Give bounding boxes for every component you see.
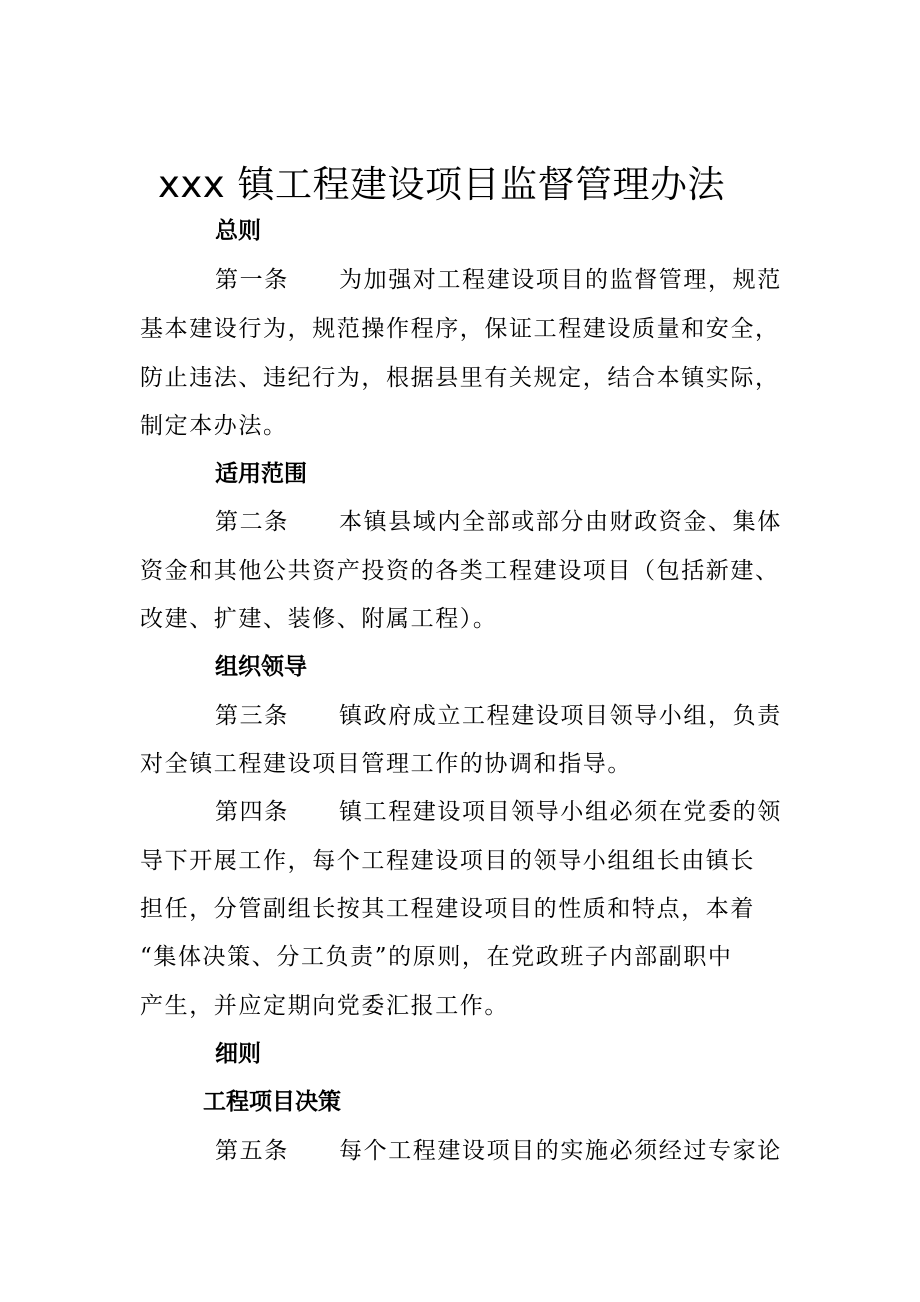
article-1-line-1: [215, 264, 782, 296]
article-2-text: 本镇县域内全部或部分由财政资金、集体: [339, 509, 782, 535]
article-3-line-1: [215, 700, 782, 732]
section-heading-organization: 组织领导: [215, 654, 307, 680]
article-1-line-4: 制定本办法。: [140, 413, 288, 439]
article-4-line-2: 导下开展工作，每个工程建设项目的领导小组组长由镇长: [140, 848, 755, 874]
article-2-line-2: 资金和其他公共资产投资的各类工程建设项目（包括新建、: [140, 558, 780, 584]
article-3-line-2: 对全镇工程建设项目管理工作的协调和指导。: [140, 751, 632, 777]
article-2-line-3: 改建、扩建、装修、附属工程）。: [140, 606, 498, 632]
article-3-number: 第三条: [215, 703, 289, 729]
section-heading-general: 总则: [215, 218, 261, 244]
article-4-number: 第四条: [215, 799, 289, 825]
article-4-line-3: 担任，分管副组长按其工程建设项目的性质和特点，本着: [140, 896, 755, 922]
article-5-text: 每个工程建设项目的实施必须经过专家论: [339, 1138, 782, 1164]
article-1-line-3: 防止违法、违纪行为，根据县里有关规定，结合本镇实际，: [140, 365, 780, 391]
article-4-line-5: 产生，并应定期向党委汇报工作。: [140, 993, 509, 1019]
article-1-line-2: 基本建设行为，规范操作程序，保证工程建设质量和安全，: [140, 316, 780, 342]
article-5-number: 第五条: [215, 1138, 289, 1164]
article-2-line-1: [215, 506, 782, 538]
section-heading-decision: 工程项目决策: [203, 1089, 341, 1115]
article-2-number: 第二条: [215, 509, 289, 535]
article-1-text: 为加强对工程建设项目的监督管理，规范: [339, 267, 782, 293]
article-3-text: 镇政府成立工程建设项目领导小组，负责: [339, 703, 782, 729]
article-4-text: 镇工程建设项目领导小组必须在党委的领: [339, 799, 782, 825]
section-heading-details: 细则: [215, 1041, 261, 1067]
article-4-line-1: [215, 796, 782, 828]
article-1-number: 第一条: [215, 267, 289, 293]
article-5-line-1: [215, 1135, 782, 1167]
article-4-line-4: “集体决策、分工负责”的原则，在党政班子内部副职中: [140, 944, 733, 970]
section-heading-scope: 适用范围: [215, 461, 307, 487]
document-title: xxx 镇工程建设项目监督管理办法: [158, 163, 725, 206]
